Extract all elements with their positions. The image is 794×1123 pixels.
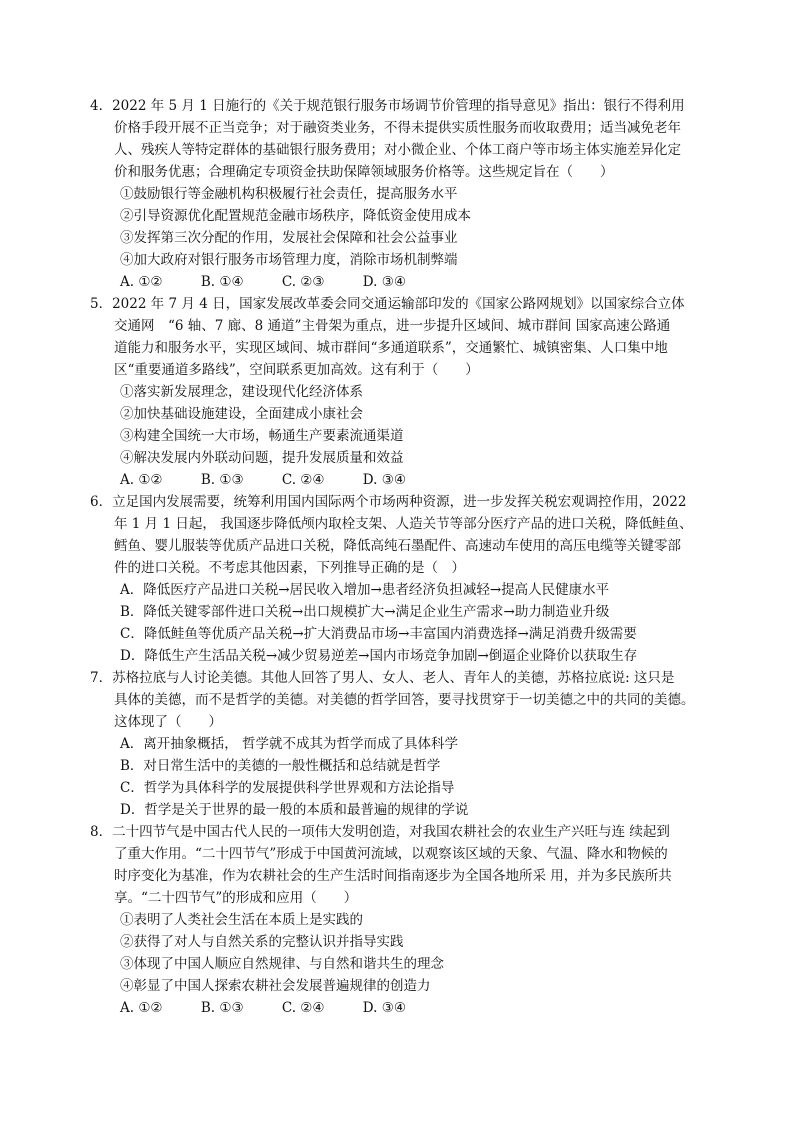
question-8-statement-4: ④彰显了中国人探索农耕社会发展普遍规律的创造力 [120, 978, 431, 994]
question-8-line-3: 时序变化为基准，作为农耕社会的生产生活时间指南逐步为全国各地所采 用，并为多民族所共 [114, 868, 672, 884]
question-7-option-a[interactable]: A．离开抽象概括， 哲学就不成其为哲学而成了具体科学 [120, 736, 459, 752]
question-8-option-b[interactable]: B. ①③ [200, 1000, 244, 1016]
question-4-option-d[interactable]: D. ③④ [362, 274, 406, 290]
question-4-statement-2: ②引导资源优化配置规范金融市场秩序，降低资金使用成本 [120, 208, 471, 224]
question-4 [90, 95, 710, 293]
question-4-statement-4: ④加大政府对银行服务市场管理力度，消除市场机制弊端 [120, 252, 458, 268]
question-7-option-c[interactable]: C．哲学为具体科学的发展提供科学世界观和方法论指导 [120, 780, 455, 796]
question-8-option-c[interactable]: C. ②④ [281, 1000, 325, 1016]
question-5-statement-3: ③构建全国统一大市场，畅通生产要素流通渠道 [120, 428, 404, 444]
question-4-options [90, 271, 710, 293]
question-5-options [90, 469, 710, 491]
question-4-line-2: 价格手段开展不正当竞争；对于融资类业务，不得未提供实质性服务而收取费用；适当减免老年 [114, 120, 681, 136]
question-8-statement-1: ①表明了人类社会生活在本质上是实践的 [120, 912, 363, 928]
question-5-line-2: 交通网 “6 轴、7 廊、8 通道”主骨架为重点，进一步提升区域间、城市群间 国家高速公路通 [114, 318, 671, 334]
question-4-option-a[interactable]: A. ①② [120, 274, 163, 290]
question-5-line-1: 5．2022 年 7 月 4 日，国家发展改革委会同交通运输部印发的《国家公路网规划》以国家综合立体 [90, 296, 685, 312]
question-6 [90, 491, 710, 667]
question-8-statement-3: ③体现了中国人顺应自然规律、与自然和谐共生的理念 [120, 956, 444, 972]
question-6-option-b[interactable]: B．降低关键零部件进口关税→出口规模扩大→满足企业生产需求→助力制造业升级 [120, 604, 610, 620]
question-6-option-c[interactable]: C．降低鲑鱼等优质产品关税→扩大消费品市场→丰富国内消费选择→满足消费升级需要 [120, 626, 637, 642]
question-4-line-3: 人、残疾人等特定群体的基础银行服务费用；对小微企业、个体工商户等市场主体实施差异化定 [114, 142, 681, 158]
question-6-option-a[interactable]: A．降低医疗产品进口关税→居民收入增加→患者经济负担减轻→提高人民健康水平 [120, 582, 610, 598]
question-7-line-1: 7．苏格拉底与人讨论美德。其他人回答了男人、女人、老人、青年人的美德，苏格拉底说: 这只是 [90, 670, 675, 686]
question-7-line-3: 这体现了（ ） [114, 714, 222, 730]
question-6-option-d[interactable]: D．降低生产生活品关税→减少贸易逆差→国内市场竞争加剧→倒逼企业降价以获取生存 [120, 648, 638, 664]
question-5 [90, 293, 710, 491]
question-5-option-b[interactable]: B. ①③ [200, 472, 244, 488]
question-5-statement-1: ①落实新发展理念，建设现代化经济体系 [120, 384, 363, 400]
question-5-option-a[interactable]: A. ①② [120, 472, 163, 488]
question-8-options [90, 997, 710, 1019]
question-4-line-4: 价和服务优惠；合理确定专项资金扶助保障领域服务价格等。这些规定旨在（ ） [114, 164, 614, 180]
question-8-line-4: 享。“二十四节气”的形成和应用（ ） [114, 890, 358, 906]
question-7 [90, 667, 710, 821]
question-5-option-d[interactable]: D. ③④ [362, 472, 406, 488]
question-8-line-1: 8．二十四节气是中国古代人民的一项伟大发明创造，对我国农耕社会的农业生产兴旺与连 续起到 [90, 824, 670, 840]
question-5-line-3: 道能力和服务水平，实现区域间、城市群间“多通道联系”，交通繁忙、城镇密集、人口集中地 [114, 340, 668, 356]
question-8-option-a[interactable]: A. ①② [120, 1000, 163, 1016]
question-4-line-1: 4．2022 年 5 月 1 日施行的《关于规范银行服务市场调节价管理的指导意见》指出：银行不得利用 [90, 98, 685, 114]
question-8-line-2: 了重大作用。“二十四节气”形成于中国黄河流域，以观察该区域的天象、气温、降水和物候的 [114, 846, 668, 862]
question-6-line-3: 鳕鱼、婴儿服装等优质产品进口关税，降低高纯石墨配件、高速动车使用的高压电缆等关键零部 [114, 538, 681, 554]
question-5-statement-2: ②加快基础设施建设，全面建成小康社会 [120, 406, 363, 422]
question-4-statement-1: ①鼓励银行等金融机构积极履行社会责任，提高服务水平 [120, 186, 458, 202]
question-5-option-c[interactable]: C. ②④ [281, 472, 325, 488]
question-7-line-2: 具体的美德，而不是哲学的美德。对美德的哲学回答，要寻找贯穿于一切美德之中的共同的美德。 [114, 692, 695, 708]
question-5-statement-4: ④解决发展内外联动问题，提升发展质量和效益 [120, 450, 404, 466]
question-8 [90, 821, 710, 1019]
question-6-line-1: 6．立足国内发展需要，统筹利用国内国际两个市场两种资源，进一步发挥关税宏观调控作用，2022 [90, 494, 687, 510]
question-8-option-d[interactable]: D. ③④ [362, 1000, 406, 1016]
question-4-option-b[interactable]: B. ①④ [200, 274, 244, 290]
question-5-line-4: 区“重要通道多路线”，空间联系更加高效。这有利于（ ） [114, 362, 479, 378]
question-6-line-4: 件的进口关税。不考虑其他因素，下列推导正确的是（ ） [114, 560, 465, 576]
question-7-option-b[interactable]: B．对日常生活中的美德的一般性概括和总结就是哲学 [120, 758, 441, 774]
question-4-statement-3: ③发挥第三次分配的作用，发展社会保障和社会公益事业 [120, 230, 458, 246]
question-7-option-d[interactable]: D．哲学是关于世界的最一般的本质和最普遍的规律的学说 [120, 802, 469, 818]
question-4-option-c[interactable]: C. ②③ [281, 274, 325, 290]
question-6-line-2: 年 1 月 1 日起， 我国逐步降低颅内取栓支架、人造关节等部分医疗产品的进口关税，降低鲑鱼、 [114, 516, 693, 532]
question-8-statement-2: ②获得了对人与自然关系的完整认识并指导实践 [120, 934, 404, 950]
